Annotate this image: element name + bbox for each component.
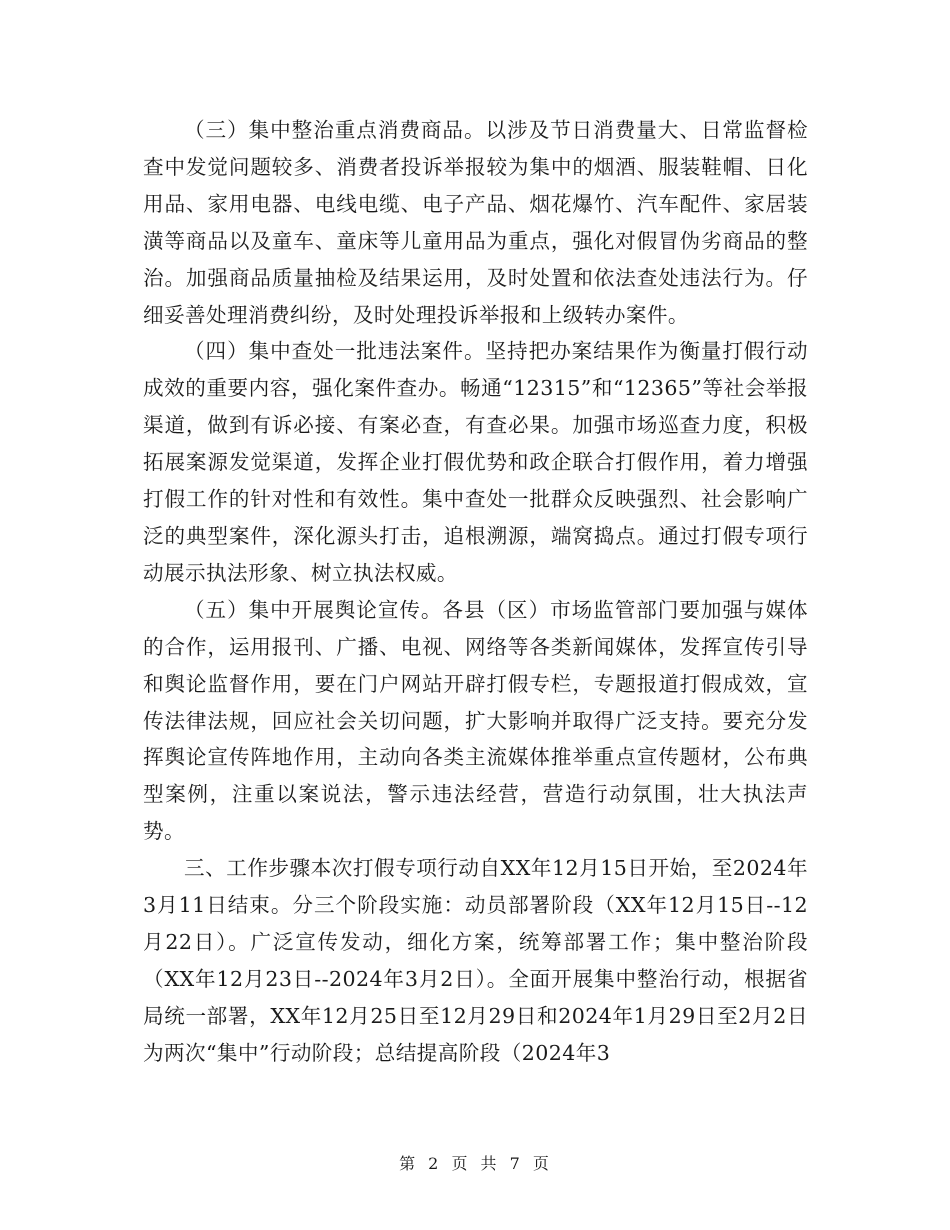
paragraph-work-steps: 三、工作步骤本次打假专项行动自XX年12月15日开始，至2024年3月11日结束。分三个阶段实施：动员部署阶段（XX年12月15日--12月22日）。广泛宣传发动，细化方案，统筹部署工作；集中整治阶段（XX年12月23日--2024年3月2日）。全面开展集中整治行动，根据省局统一部署，XX年12月25日至12月29日和2024年1月29日至2月2日为两次“集中”行动阶段；总结提高阶段（2024年3 [143,856,808,1065]
document-body [143,112,808,1072]
paragraph-consumer-goods: （三）集中整治重点消费商品。以涉及节日消费量大、日常监督检查中发觉问题较多、消费者投诉举报较为集中的烟酒、服装鞋帽、日化用品、家用电器、电线电缆、电子产品、烟花爆竹、汽车配件、家居装潢等商品以及童车、童床等儿童用品为重点，强化对假冒伪劣商品的整治。加强商品质量抽检及结果运用，及时处置和依法查处违法行为。仔细妥善处理消费纠纷，及时处理投诉举报和上级转办案件。 [143,118,808,327]
page-number-footer: 第 2 页 共 7 页 [399,1154,551,1173]
paragraph-illegal-cases: （四）集中查处一批违法案件。坚持把办案结果作为衡量打假行动成效的重要内容，强化案件查办。畅通“12315”和“12365”等社会举报渠道，做到有诉必接、有案必查，有查必果。加强市场巡查力度，积极拓展案源发觉渠道，发挥企业打假优势和政企联合打假作用，着力增强打假工作的针对性和有效性。集中查处一批群众反映强烈、社会影响广泛的典型案件，深化源头打击，追根溯源，端窝捣点。通过打假专项行动展示执法形象、树立执法权威。 [143,339,808,585]
paragraph-public-opinion: （五）集中开展舆论宣传。各县（区）市场监管部门要加强与媒体的合作，运用报刊、广播、电视、网络等各类新闻媒体，发挥宣传引导和舆论监督作用，要在门户网站开辟打假专栏，专题报道打假成效，宣传法律法规，回应社会关切问题，扩大影响并取得广泛支持。要充分发挥舆论宣传阵地作用，主动向各类主流媒体推举重点宣传题材，公布典型案例，注重以案说法，警示违法经营，营造行动氛围，壮大执法声势。 [143,597,808,844]
